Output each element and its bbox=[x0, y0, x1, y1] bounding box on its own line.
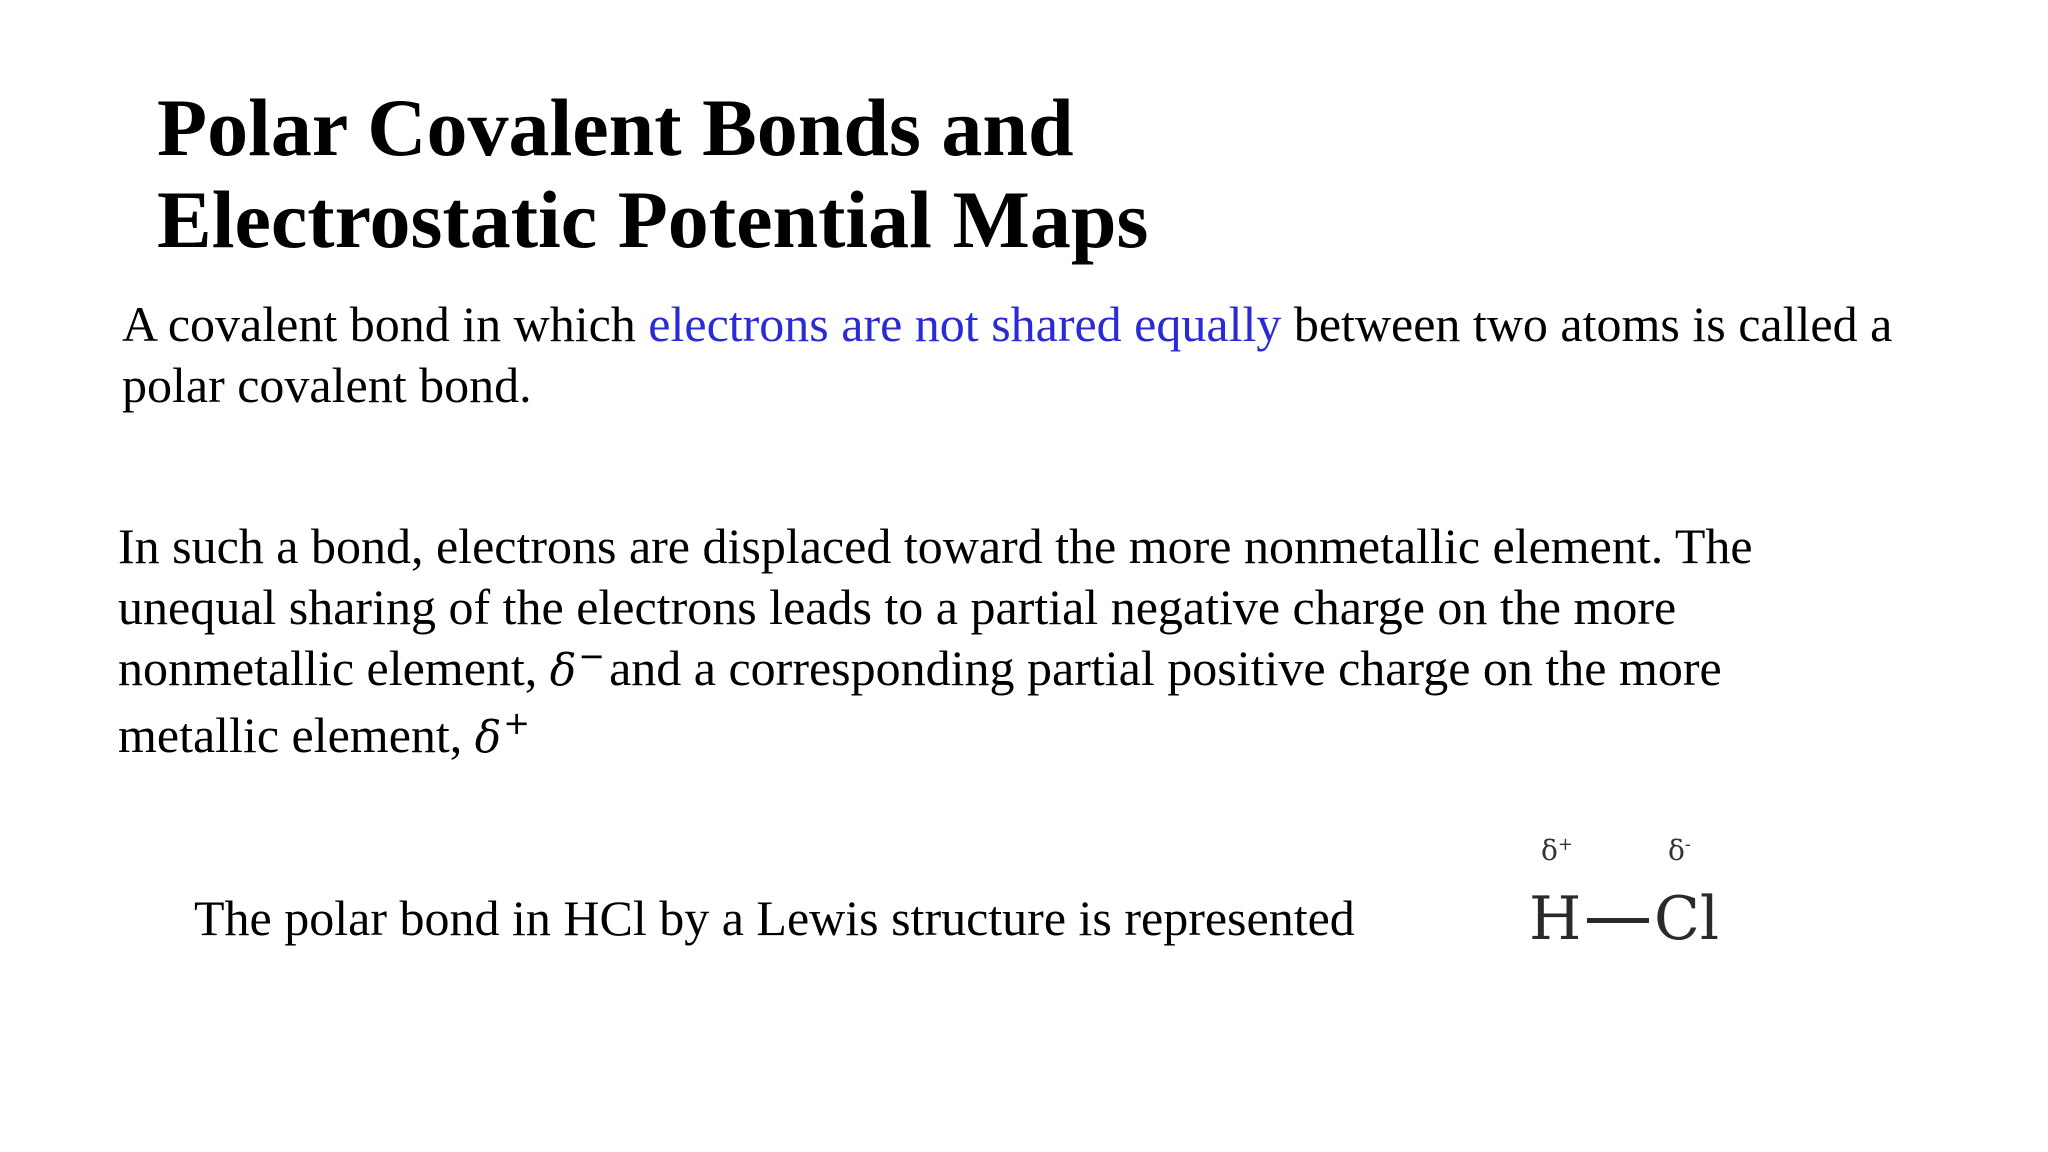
minus-sign: − bbox=[578, 637, 606, 675]
chlorine-atom: Cl bbox=[1654, 884, 1720, 954]
delta-glyph: δ bbox=[474, 712, 502, 763]
explanation-paragraph bbox=[118, 516, 1753, 772]
covalent-bond-line bbox=[1587, 918, 1649, 923]
definition-paragraph bbox=[122, 294, 1892, 416]
slide-title bbox=[157, 82, 1148, 266]
delta-minus-symbol bbox=[549, 637, 609, 696]
delta-glyph: δ bbox=[1668, 834, 1685, 867]
delta-glyph: δ bbox=[549, 645, 577, 696]
explanation-line-2: unequal sharing of the electrons leads to a partial negative charge on the more bbox=[118, 579, 1677, 635]
title-line-1: Polar Covalent Bonds and bbox=[157, 82, 1074, 173]
delta-plus-symbol bbox=[474, 704, 531, 763]
explanation-line-4 bbox=[118, 705, 1753, 772]
chlorine-partial-charge bbox=[1668, 828, 1691, 868]
definition-text-after: between two atoms is called a bbox=[1281, 296, 1893, 352]
explanation-line-4-before: metallic element, bbox=[118, 707, 475, 763]
delta-glyph: δ bbox=[1541, 834, 1558, 867]
definition-line-1 bbox=[122, 294, 1892, 355]
plus-sign: + bbox=[503, 704, 531, 742]
hydrogen-atom: H bbox=[1529, 884, 1582, 954]
explanation-line-3-before: nonmetallic element, bbox=[118, 640, 550, 696]
lewis-caption: The polar bond in HCl by a Lewis structure is represented bbox=[194, 890, 1355, 946]
title-line-2: Electrostatic Potential Maps bbox=[157, 174, 1149, 265]
explanation-line-3 bbox=[118, 638, 1753, 705]
explanation-line-3-after: and a corresponding partial positive charge on the more bbox=[609, 640, 1722, 696]
charge-sign: + bbox=[1557, 834, 1573, 855]
explanation-line-1: In such a bond, electrons are displaced toward the more nonmetallic element. The bbox=[118, 518, 1753, 574]
hcl-lewis-structure bbox=[1525, 828, 1725, 958]
definition-text-before: A covalent bond in which bbox=[122, 296, 649, 352]
charge-sign: - bbox=[1684, 834, 1691, 855]
highlighted-phrase: electrons are not shared equally bbox=[648, 296, 1282, 352]
hydrogen-partial-charge bbox=[1541, 828, 1573, 868]
definition-line-2: polar covalent bond. bbox=[122, 357, 532, 413]
